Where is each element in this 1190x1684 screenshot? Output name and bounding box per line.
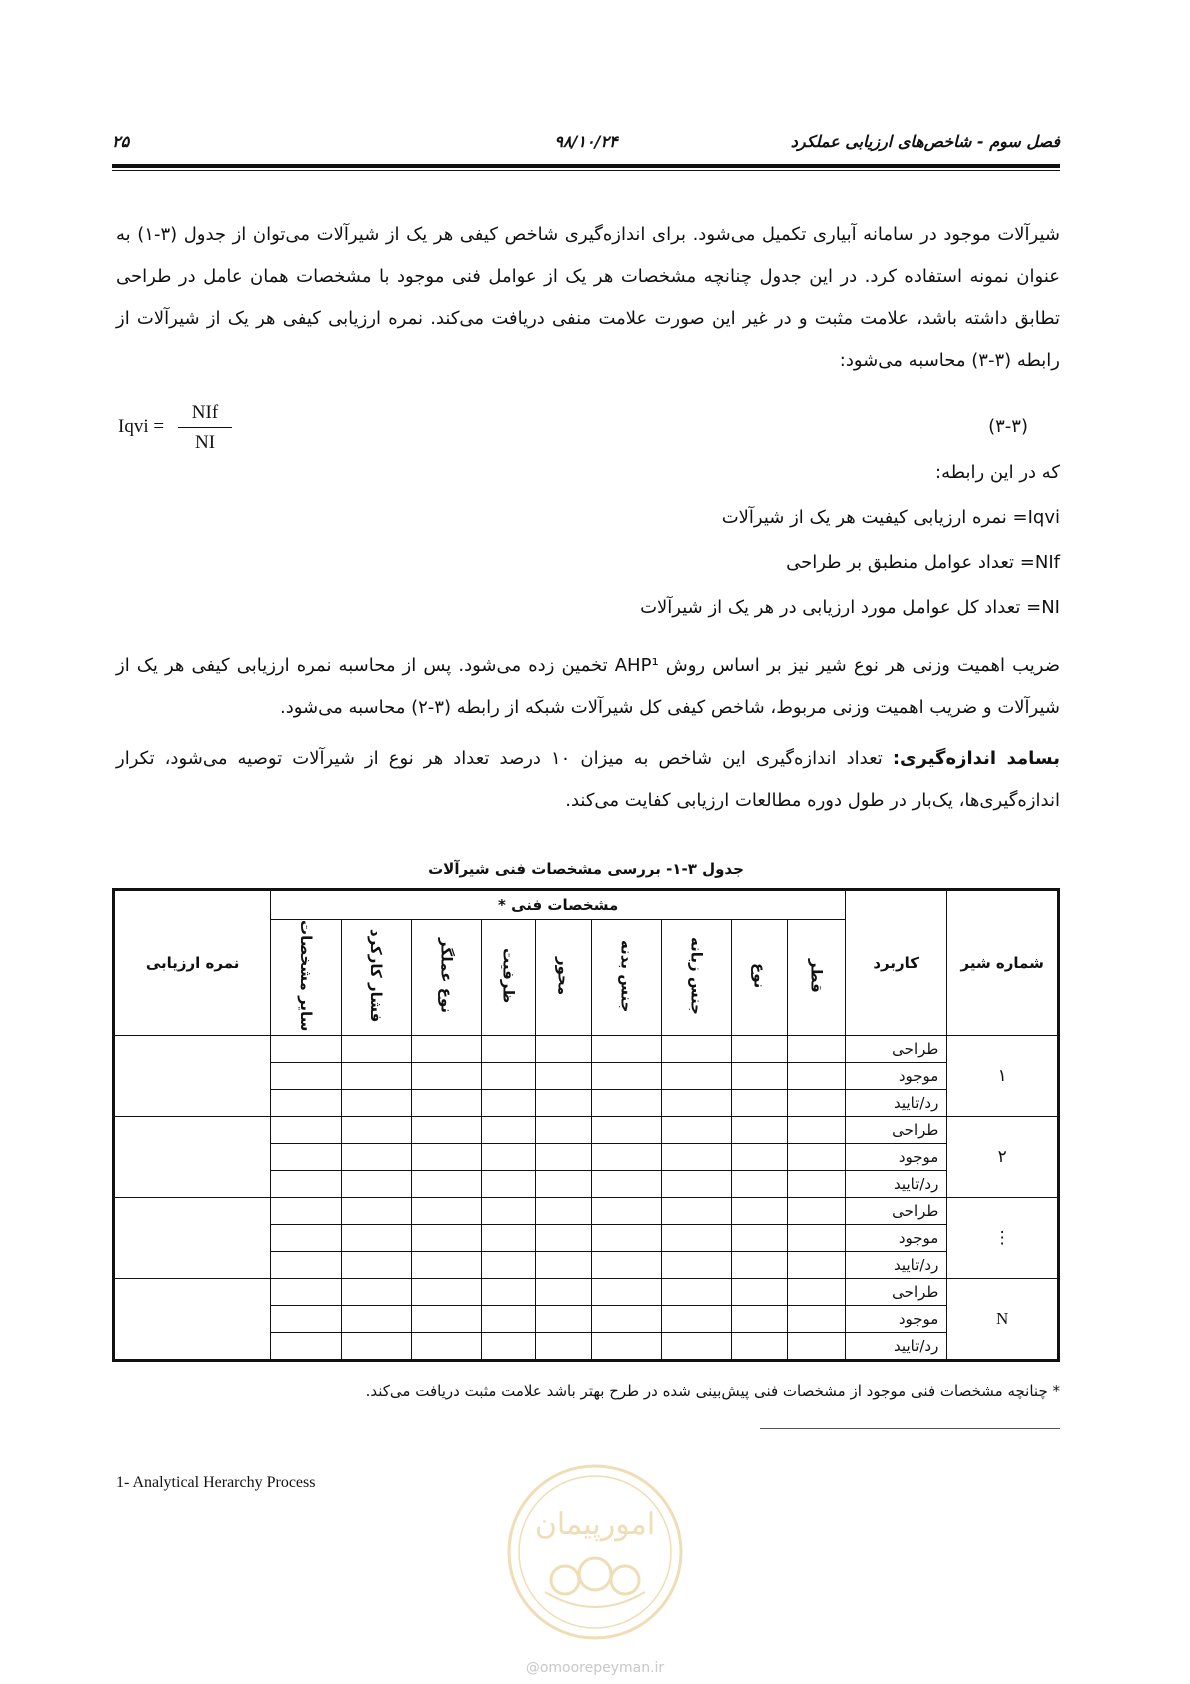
spec-cell bbox=[341, 1117, 411, 1144]
table-row bbox=[114, 1036, 1059, 1063]
spec-cell bbox=[271, 1036, 341, 1063]
spec-cell bbox=[535, 1090, 591, 1117]
spec-cell bbox=[535, 1198, 591, 1225]
spec-cell bbox=[535, 1333, 591, 1361]
spec-cell bbox=[535, 1171, 591, 1198]
usage-cell: رد/تایید bbox=[846, 1090, 947, 1117]
spec-cell bbox=[591, 1306, 661, 1333]
usage-cell: طراحی bbox=[846, 1279, 947, 1306]
spec-cell bbox=[662, 1063, 732, 1090]
spec-cell bbox=[535, 1063, 591, 1090]
spec-cell bbox=[341, 1306, 411, 1333]
spec-cell bbox=[271, 1063, 341, 1090]
watermark-logo bbox=[505, 1462, 685, 1642]
spec-cell bbox=[341, 1198, 411, 1225]
spec-cell bbox=[732, 1252, 788, 1279]
header-tech-specs: مشخصات فنی * bbox=[271, 890, 846, 920]
score-cell bbox=[114, 1036, 271, 1117]
spec-cell bbox=[271, 1252, 341, 1279]
paragraph-2: ضریب اهمیت وزنی هر نوع شیر نیز بر اساس روش AHP¹ تخمین زده می‌شود. پس از محاسبه نمره ارزیابی کیفی هر یک از شیرآلات و ضریب اهمیت وزنی مربوط، شاخص کیفی کل شیرآلات شبکه از رابطه (۳-۲) محاسبه می‌شود. bbox=[116, 655, 1060, 718]
spec-cell bbox=[482, 1117, 536, 1144]
spec-cell bbox=[662, 1036, 732, 1063]
header-usage: کاربرد bbox=[846, 890, 947, 1036]
spec-cell bbox=[535, 1306, 591, 1333]
table-row bbox=[114, 1279, 1059, 1306]
spec-cell bbox=[788, 1198, 846, 1225]
valve-number-cell: N bbox=[947, 1279, 1059, 1361]
spec-cell bbox=[591, 1144, 661, 1171]
spec-cell bbox=[411, 1333, 481, 1361]
spec-cell bbox=[732, 1144, 788, 1171]
watermark-site: @omoorepeyman.ir bbox=[525, 1660, 665, 1676]
header-diameter: قطر bbox=[788, 920, 846, 1036]
frequency-label: بسامد اندازه‌گیری: bbox=[892, 748, 1060, 769]
usage-cell: طراحی bbox=[846, 1117, 947, 1144]
spec-cell bbox=[482, 1144, 536, 1171]
valve-number-cell: ۲ bbox=[947, 1117, 1059, 1198]
spec-cell bbox=[411, 1063, 481, 1090]
spec-cell bbox=[411, 1117, 481, 1144]
spec-cell bbox=[732, 1279, 788, 1306]
header-shaft: محور bbox=[535, 920, 591, 1036]
definition-iqvi: Iqvi= نمره ارزیابی کیفیت هر یک از شیرآلات bbox=[721, 507, 1060, 528]
header-type: نوع bbox=[732, 920, 788, 1036]
spec-cell bbox=[271, 1306, 341, 1333]
spec-cell bbox=[788, 1036, 846, 1063]
spec-cell bbox=[591, 1198, 661, 1225]
paragraph-1: شیرآلات موجود در سامانه آبیاری تکمیل می‌شود. برای اندازه‌گیری شاخص کیفی هر یک از شیرآلات می‌توان از جدول (۳-۱) به عنوان نمونه استفاده کرد. در این جدول چنانچه مشخصات هر یک از عوامل فنی موجود با مشخصات همان عامل در طراحی تطابق داشته باشد، علامت مثبت و در غیر این صورت علامت منفی دریافت می‌کند. نمره ارزیابی کیفی هر یک از شیرآلات از رابطه (۳-۳) محاسبه می‌شود: bbox=[116, 224, 1060, 371]
spec-cell bbox=[411, 1306, 481, 1333]
spec-cell bbox=[788, 1279, 846, 1306]
spec-cell bbox=[482, 1279, 536, 1306]
equation-3-3 bbox=[118, 402, 1058, 462]
spec-cell bbox=[591, 1117, 661, 1144]
score-cell bbox=[114, 1198, 271, 1279]
spec-cell bbox=[411, 1144, 481, 1171]
usage-cell: رد/تایید bbox=[846, 1171, 947, 1198]
spec-cell bbox=[788, 1171, 846, 1198]
spec-cell bbox=[482, 1198, 536, 1225]
header-actuator-type: نوع عملگر bbox=[411, 920, 481, 1036]
spec-cell bbox=[482, 1333, 536, 1361]
spec-cell bbox=[591, 1063, 661, 1090]
spec-cell bbox=[732, 1333, 788, 1361]
valve-number-cell: ۱ bbox=[947, 1036, 1059, 1117]
spec-cell bbox=[732, 1063, 788, 1090]
usage-cell: موجود bbox=[846, 1306, 947, 1333]
spec-cell bbox=[788, 1252, 846, 1279]
spec-cell bbox=[341, 1171, 411, 1198]
spec-cell bbox=[341, 1279, 411, 1306]
spec-cell bbox=[271, 1279, 341, 1306]
usage-cell: موجود bbox=[846, 1144, 947, 1171]
spec-cell bbox=[341, 1252, 411, 1279]
usage-cell: رد/تایید bbox=[846, 1333, 947, 1361]
spec-cell bbox=[788, 1225, 846, 1252]
table-row bbox=[114, 1117, 1059, 1144]
spec-cell bbox=[271, 1198, 341, 1225]
spec-cell bbox=[482, 1171, 536, 1198]
spec-cell bbox=[732, 1198, 788, 1225]
equation-number: (۳-۳) bbox=[988, 416, 1028, 437]
spec-cell bbox=[535, 1225, 591, 1252]
spec-cell bbox=[535, 1252, 591, 1279]
chapter-title: فصل سوم - شاخص‌های ارزیابی عملکرد bbox=[790, 132, 1060, 151]
spec-cell bbox=[788, 1117, 846, 1144]
header-date: ۹۸/۱۰/۲۴ bbox=[554, 132, 618, 151]
usage-cell: موجود bbox=[846, 1225, 947, 1252]
header-valve-number: شماره شیر bbox=[947, 890, 1059, 1036]
table-row bbox=[114, 1198, 1059, 1225]
header-other-specs: سایر مشخصات bbox=[271, 920, 341, 1036]
spec-cell bbox=[788, 1063, 846, 1090]
spec-cell bbox=[662, 1333, 732, 1361]
spec-cell bbox=[788, 1306, 846, 1333]
spec-cell bbox=[591, 1036, 661, 1063]
spec-cell bbox=[482, 1063, 536, 1090]
footnote-rule bbox=[760, 1428, 1060, 1429]
paragraph-3 bbox=[116, 738, 1060, 822]
spec-cell bbox=[411, 1225, 481, 1252]
where-line: که در این رابطه: bbox=[935, 462, 1060, 483]
header-disc-material: جنس زبانه bbox=[662, 920, 732, 1036]
spec-cell bbox=[662, 1198, 732, 1225]
spec-cell bbox=[732, 1306, 788, 1333]
spec-cell bbox=[732, 1090, 788, 1117]
spec-cell bbox=[411, 1279, 481, 1306]
spec-cell bbox=[341, 1090, 411, 1117]
spec-cell bbox=[271, 1117, 341, 1144]
spec-cell bbox=[341, 1333, 411, 1361]
header-capacity: ظرفیت bbox=[482, 920, 536, 1036]
valve-number-cell: ⋮ bbox=[947, 1198, 1059, 1279]
spec-cell bbox=[662, 1225, 732, 1252]
equation-lhs: Iqvi = bbox=[118, 416, 165, 437]
spec-cell bbox=[341, 1225, 411, 1252]
spec-cell bbox=[341, 1063, 411, 1090]
definition-nif: NIf= تعداد عوامل منطبق بر طراحی bbox=[786, 552, 1060, 573]
header-working-pressure: فشار کارکرد bbox=[341, 920, 411, 1036]
table-note: * چنانچه مشخصات فنی موجود از مشخصات فنی پیش‌بینی شده در طرح بهتر باشد علامت مثبت دریافت می‌کند. bbox=[365, 1382, 1060, 1400]
table-body bbox=[114, 1036, 1059, 1361]
spec-cell bbox=[411, 1090, 481, 1117]
spec-cell bbox=[271, 1171, 341, 1198]
spec-cell bbox=[591, 1333, 661, 1361]
watermark-script: امورپیمان bbox=[534, 1507, 656, 1542]
definition-ni: NI= تعداد کل عوامل مورد ارزیابی در هر یک از شیرآلات bbox=[640, 597, 1060, 618]
spec-cell bbox=[591, 1225, 661, 1252]
spec-cell bbox=[732, 1171, 788, 1198]
score-cell bbox=[114, 1117, 271, 1198]
spec-cell bbox=[482, 1252, 536, 1279]
spec-cell bbox=[411, 1252, 481, 1279]
spec-cell bbox=[662, 1306, 732, 1333]
usage-cell: موجود bbox=[846, 1063, 947, 1090]
table-caption: جدول ۳-۱- بررسی مشخصات فنی شیرآلات bbox=[428, 860, 744, 878]
page-number: ۲۵ bbox=[112, 132, 130, 151]
spec-cell bbox=[535, 1036, 591, 1063]
spec-cell bbox=[591, 1171, 661, 1198]
spec-cell bbox=[591, 1252, 661, 1279]
page-header bbox=[112, 128, 1060, 156]
spec-cell bbox=[341, 1036, 411, 1063]
spec-cell bbox=[662, 1117, 732, 1144]
spec-cell bbox=[411, 1171, 481, 1198]
header-rule-thick bbox=[112, 164, 1060, 168]
spec-cell bbox=[662, 1279, 732, 1306]
usage-cell: طراحی bbox=[846, 1198, 947, 1225]
valve-spec-table bbox=[112, 888, 1060, 1362]
spec-cell bbox=[482, 1225, 536, 1252]
header-score: نمره ارزیابی bbox=[114, 890, 271, 1036]
spec-cell bbox=[271, 1225, 341, 1252]
spec-cell bbox=[535, 1117, 591, 1144]
equation-fraction bbox=[178, 402, 232, 454]
spec-cell bbox=[732, 1117, 788, 1144]
equation-numerator: NIf bbox=[178, 402, 232, 428]
spec-cell bbox=[591, 1090, 661, 1117]
spec-cell bbox=[591, 1279, 661, 1306]
spec-cell bbox=[788, 1333, 846, 1361]
spec-cell bbox=[482, 1036, 536, 1063]
spec-cell bbox=[271, 1144, 341, 1171]
spec-cell bbox=[271, 1090, 341, 1117]
spec-cell bbox=[662, 1090, 732, 1117]
usage-cell: طراحی bbox=[846, 1036, 947, 1063]
usage-cell: رد/تایید bbox=[846, 1252, 947, 1279]
spec-cell bbox=[732, 1225, 788, 1252]
spec-cell bbox=[788, 1090, 846, 1117]
frequency-text: تعداد اندازه‌گیری این شاخص به میزان ۱۰ درصد تعداد هر نوع از شیرآلات توصیه می‌شود، تکرار اندازه‌گیری‌ها، یک‌بار در طول دوره مطالعات ارزیابی کفایت می‌کند. bbox=[116, 748, 1060, 811]
spec-cell bbox=[788, 1144, 846, 1171]
spec-cell bbox=[535, 1279, 591, 1306]
score-cell bbox=[114, 1279, 271, 1361]
spec-cell bbox=[482, 1090, 536, 1117]
spec-cell bbox=[535, 1144, 591, 1171]
header-rule-thin bbox=[112, 170, 1060, 171]
footnote: 1- Analytical Herarchy Process bbox=[116, 1474, 316, 1491]
spec-cell bbox=[662, 1252, 732, 1279]
spec-cell bbox=[482, 1306, 536, 1333]
spec-cell bbox=[341, 1144, 411, 1171]
spec-cell bbox=[662, 1144, 732, 1171]
spec-cell bbox=[662, 1171, 732, 1198]
spec-cell bbox=[411, 1036, 481, 1063]
spec-cell bbox=[732, 1036, 788, 1063]
header-body-material: جنس بدنه bbox=[591, 920, 661, 1036]
equation-denominator: NI bbox=[194, 432, 216, 453]
spec-cell bbox=[271, 1333, 341, 1361]
spec-cell bbox=[411, 1198, 481, 1225]
